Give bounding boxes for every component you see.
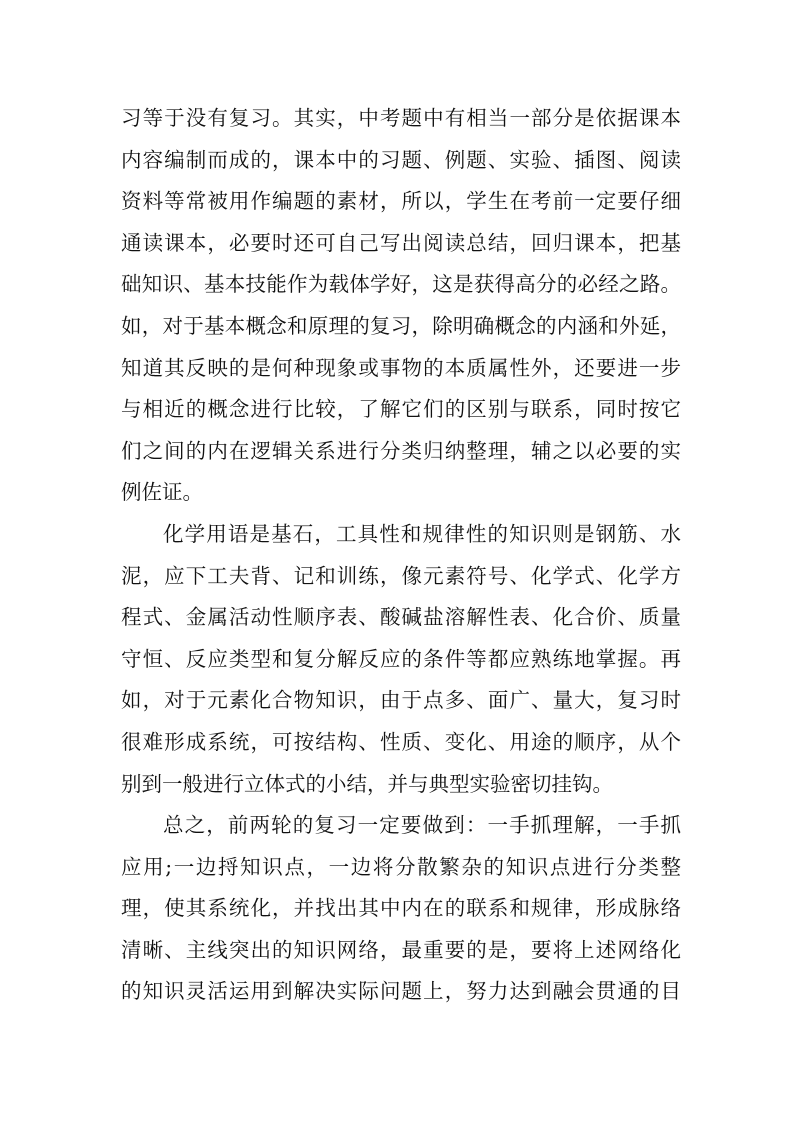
text-line-9: 们之间的内在逻辑关系进行分类归纳整理，辅之以必要的实 (121, 438, 681, 463)
text-line-16: 很难形成系统，可按结构、性质、变化、用途的顺序，从个 (121, 729, 681, 754)
text-line-3: 资料等常被用作编题的素材，所以，学生在考前一定要仔细 (121, 189, 681, 214)
text-line-14: 守恒、反应类型和复分解反应的条件等都应熟练地掌握。再 (121, 646, 681, 671)
text-line-17: 别到一般进行立体式的小结，并与典型实验密切挂钩。 (121, 771, 613, 796)
text-line-4: 通读课本，必要时还可自己写出阅读总结，回归课本，把基 (121, 230, 681, 255)
text-line-1: 习等于没有复习。其实，中考题中有相当一部分是依据课本 (121, 106, 681, 130)
text-line-10: 例佐证。 (121, 480, 203, 505)
text-line-12: 泥，应下工夫背、记和训练，像元素符号、化学式、化学方 (121, 563, 681, 588)
text-line-18: 总之，前两轮的复习一定要做到：一手抓理解，一手抓 (163, 813, 681, 838)
body-text (121, 98, 681, 1013)
text-line-21: 清晰、主线突出的知识网络，最重要的是，要将上述网络化 (121, 937, 681, 962)
text-line-20: 理，使其系统化，并找出其中内在的联系和规律，形成脉络 (121, 896, 681, 921)
text-line-13: 程式、金属活动性顺序表、酸碱盐溶解性表、化合价、质量 (121, 605, 681, 630)
text-line-22: 的知识灵活运用到解决实际问题上，努力达到融会贯通的目 (121, 979, 681, 1004)
text-line-8: 与相近的概念进行比较，了解它们的区别与联系，同时按它 (121, 397, 681, 422)
text-line-7: 知道其反映的是何种现象或事物的本质属性外，还要进一步 (121, 355, 681, 380)
text-line-5: 础知识、基本技能作为载体学好，这是获得高分的必经之路。 (121, 272, 681, 297)
text-line-2: 内容编制而成的，课本中的习题、例题、实验、插图、阅读 (121, 147, 681, 172)
text-line-11: 化学用语是基石，工具性和规律性的知识则是钢筋、水 (163, 521, 681, 546)
text-line-15: 如，对于元素化合物知识，由于点多、面广、量大，复习时 (121, 688, 681, 713)
text-line-19: 应用;一边捋知识点，一边将分散繁杂的知识点进行分类整 (121, 854, 681, 879)
text-line-6: 如，对于基本概念和原理的复习，除明确概念的内涵和外延， (121, 313, 681, 338)
